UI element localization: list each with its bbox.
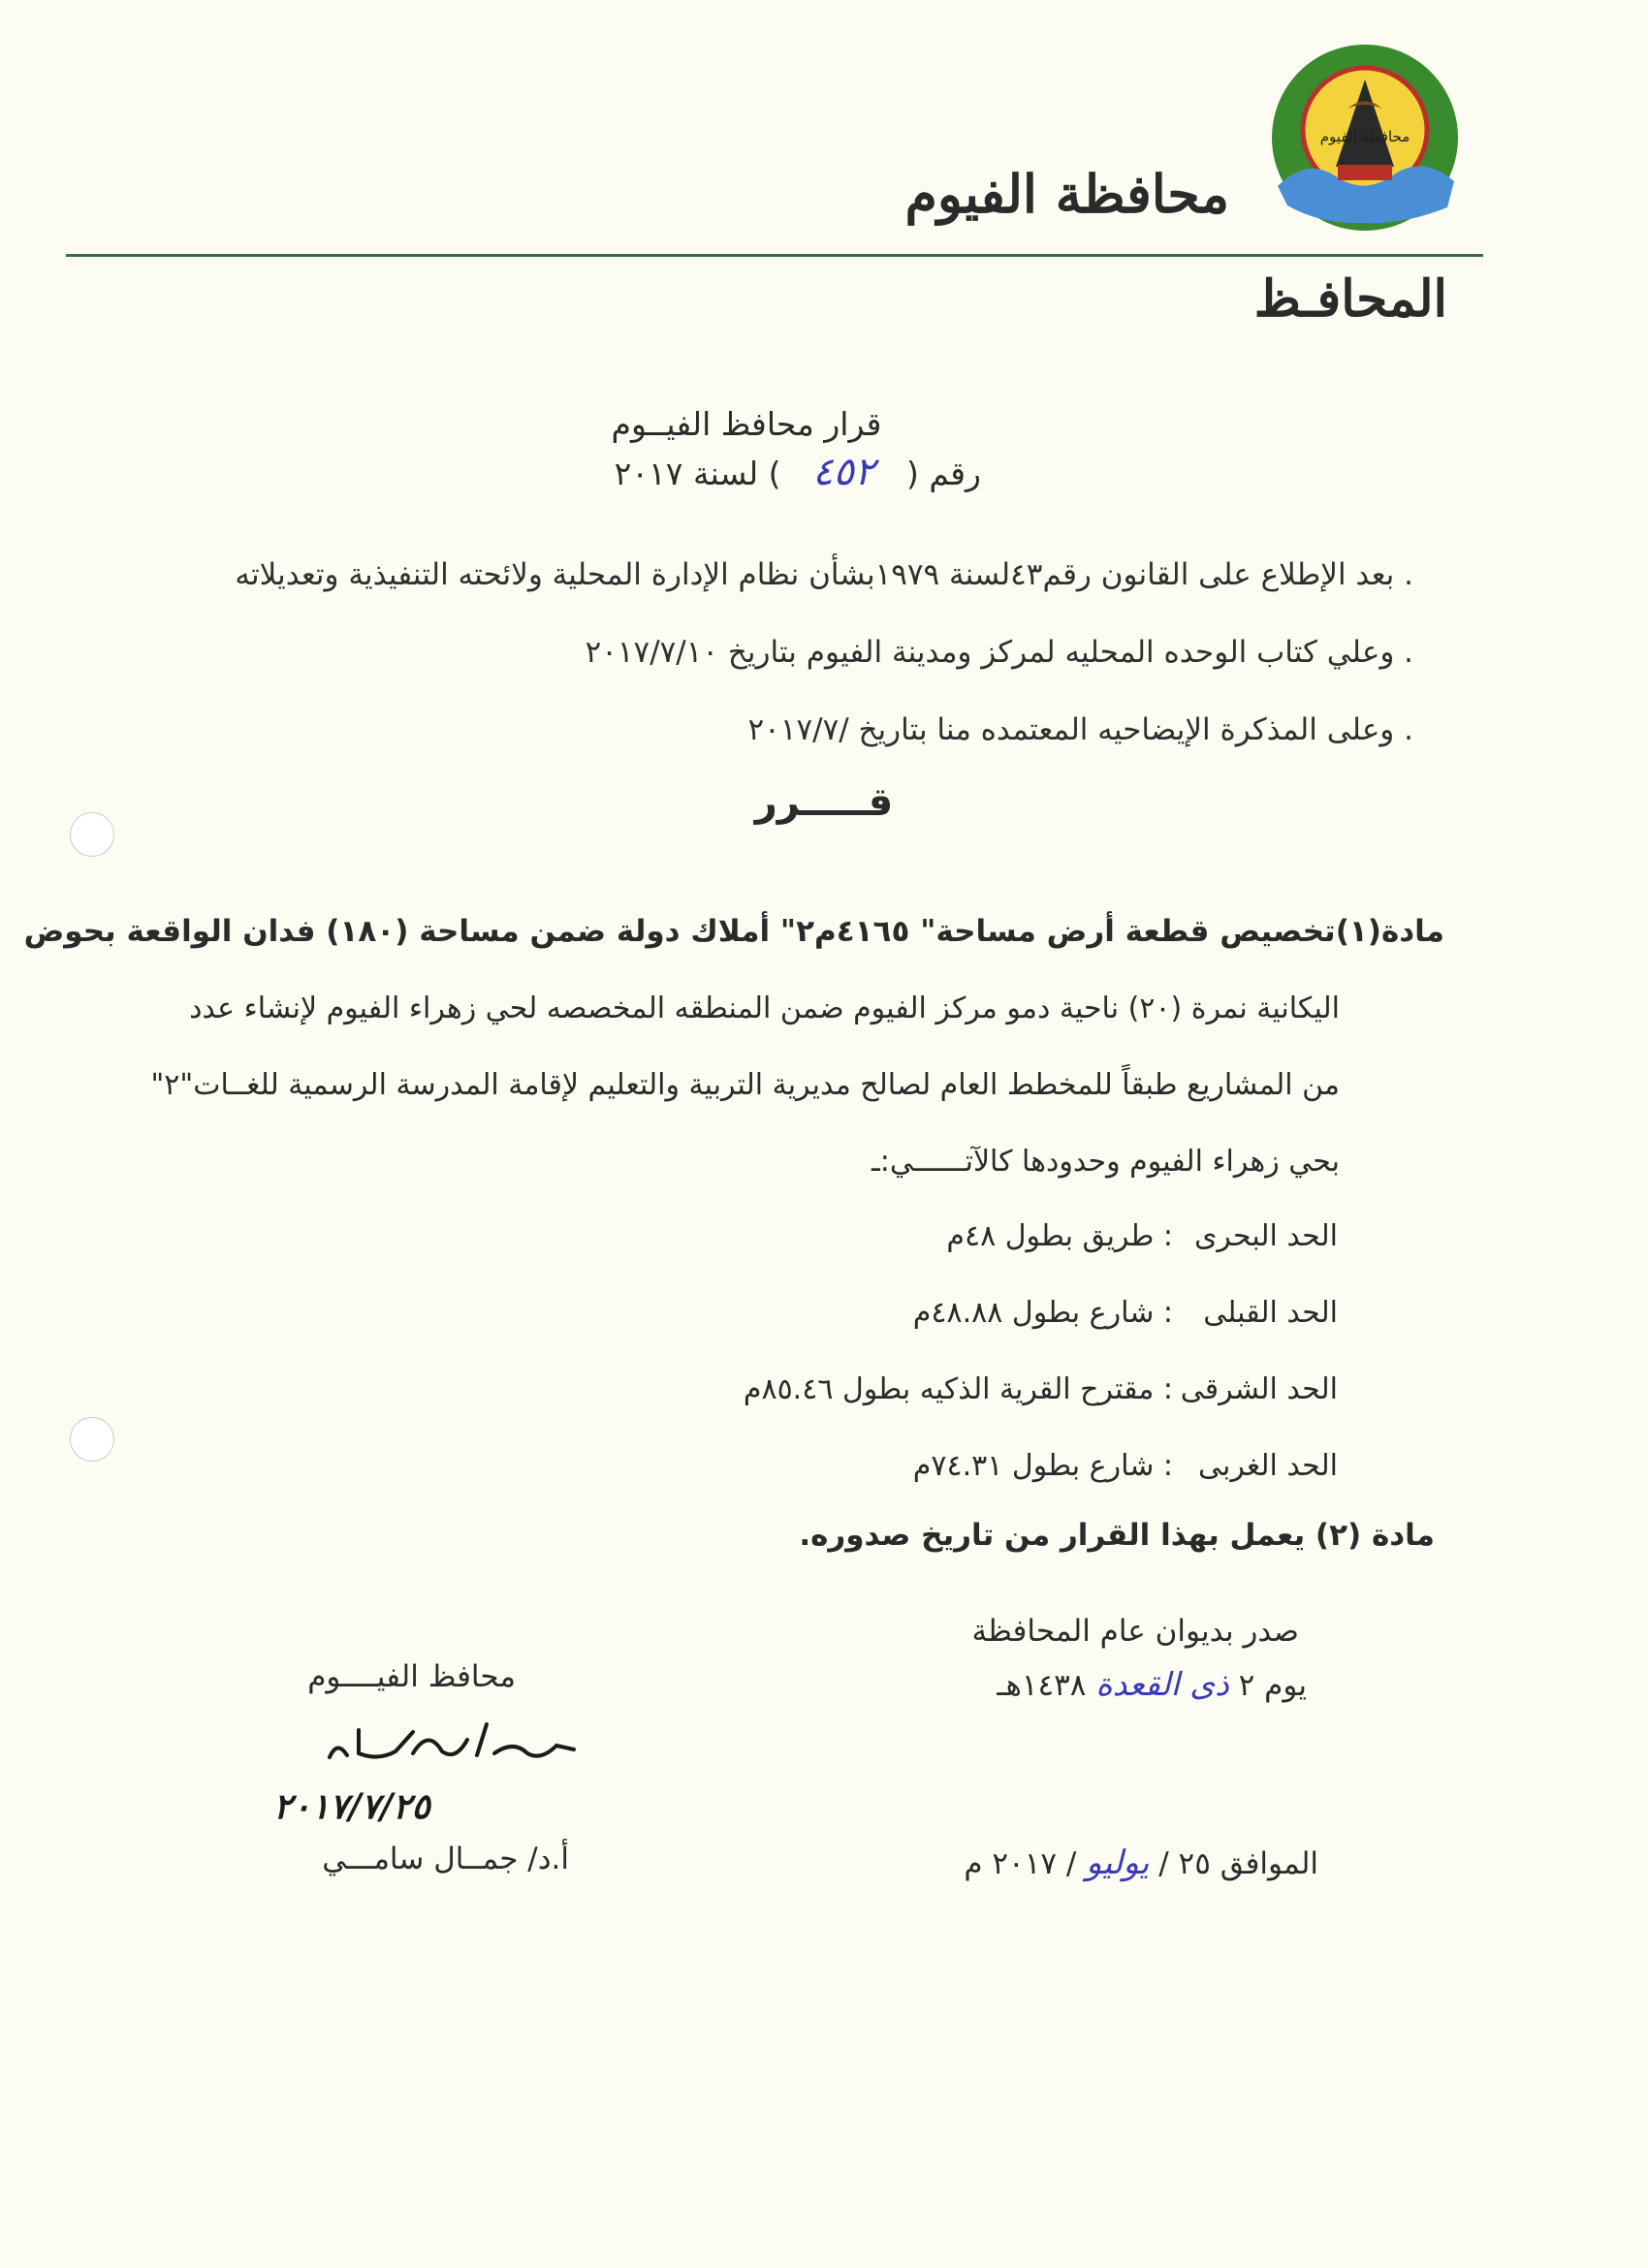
decision-title: قرار محافظ الفيــوم [611, 405, 882, 443]
boundary-east [744, 1372, 1338, 1406]
logo-text: محافظة الفيوم [1319, 128, 1410, 145]
gregorian-prefix: الموافق [1220, 1846, 1318, 1881]
signature-stroke [330, 1724, 574, 1757]
header-rule [66, 254, 1483, 257]
boundary-north [946, 1219, 1338, 1253]
boundary-south [913, 1296, 1338, 1330]
hijri-date [997, 1665, 1307, 1703]
signature [320, 1711, 582, 1783]
hijri-day: ٢ [1238, 1668, 1255, 1703]
article2: مادة (٢) يعمل بهذا القرار من تاريخ صدوره. [799, 1518, 1435, 1553]
preamble-line: . وعلي كتاب الوحده المحليه لمركز ومدينة الفيوم بتاريخ ٢٠١٧/٧/١٠ [585, 635, 1413, 670]
article1-line: مادة(١)تخصيص قطعة أرض مساحة" ٤١٦٥م٢" أملاك دولة ضمن مساحة (١٨٠) فدان الواقعة بحوض [23, 914, 1444, 949]
decision-number-suffix: ) لسنة ٢٠١٧ [614, 455, 781, 492]
boundary-west [913, 1449, 1338, 1483]
hijri-year: ١٤٣٨هـ [997, 1668, 1087, 1703]
decided-label: قـــــرر [754, 780, 894, 825]
gregorian-month-handwritten: يوليو [1086, 1843, 1150, 1882]
boundary-label: الحد القبلى [1203, 1296, 1338, 1330]
punch-hole [70, 1417, 114, 1462]
signatory-name: أ.د/ جمــال سامـــي [322, 1842, 569, 1876]
article1-line: بحي زهراء الفيوم وحدودها كالآتــــــي:ـ [871, 1145, 1340, 1179]
hijri-prefix: يوم [1264, 1668, 1307, 1703]
boundary-label: الحد الشرقى [1180, 1372, 1338, 1406]
signatory-title: محافظ الفيــــوم [307, 1659, 516, 1694]
article1-line: من المشاريع طبقاً للمخطط العام لصالح مديرية التربية والتعليم لإقامة المدرسة الرسمية للغــات"٢" [150, 1068, 1340, 1102]
gregorian-date: الموافق ٢٥ / يوليو / ٢٠١٧ م [964, 1843, 1318, 1882]
boundary-value: : شارع بطول ٤٨.٨٨م [912, 1296, 1173, 1330]
decision-number-prefix: رقم ( [905, 455, 981, 492]
boundary-value: : طريق بطول ٤٨م [946, 1219, 1173, 1253]
boundary-value: : مقترح القرية الذكيه بطول ٨٥.٤٦م [743, 1372, 1173, 1406]
boundary-value: : شارع بطول ٧٤.٣١م [912, 1449, 1173, 1483]
boundary-label: الحد الغربى [1198, 1449, 1338, 1483]
issued-at: صدر بديوان عام المحافظة [971, 1614, 1299, 1649]
governorate-logo [1268, 41, 1462, 235]
preamble-line: . بعد الإطلاع على القانون رقم٤٣لسنة ١٩٧٩بشأن نظام الإدارة المحلية ولائحته التنفيذية وتعديلاته [235, 557, 1413, 592]
org-name: محافظة الفيوم [904, 163, 1229, 225]
decision-number [615, 450, 981, 494]
logo-boat [1338, 165, 1392, 180]
signatory-handwritten-date: ٢٠١٧/٧/٢٥ [273, 1786, 430, 1827]
gregorian-day: ٢٥ [1178, 1846, 1211, 1881]
gregorian-year: ٢٠١٧ م [964, 1846, 1058, 1881]
article1-line: اليكانية نمرة (٢٠) ناحية دمو مركز الفيوم ضمن المنطقه المخصصه لحي زهراء الفيوم لإنشاء عدد [189, 992, 1340, 1025]
boundary-label: الحد البحرى [1193, 1219, 1338, 1253]
preamble-line: . وعلى المذكرة الإيضاحيه المعتمده منا بتاريخ /٢٠١٧/٧ [747, 712, 1413, 747]
decision-number-handwritten: ٤٥٢ [812, 450, 875, 494]
office-title: المحافـظ [1253, 269, 1447, 329]
hijri-month-handwritten: ذى القعدة [1095, 1665, 1229, 1703]
punch-hole [70, 812, 114, 857]
